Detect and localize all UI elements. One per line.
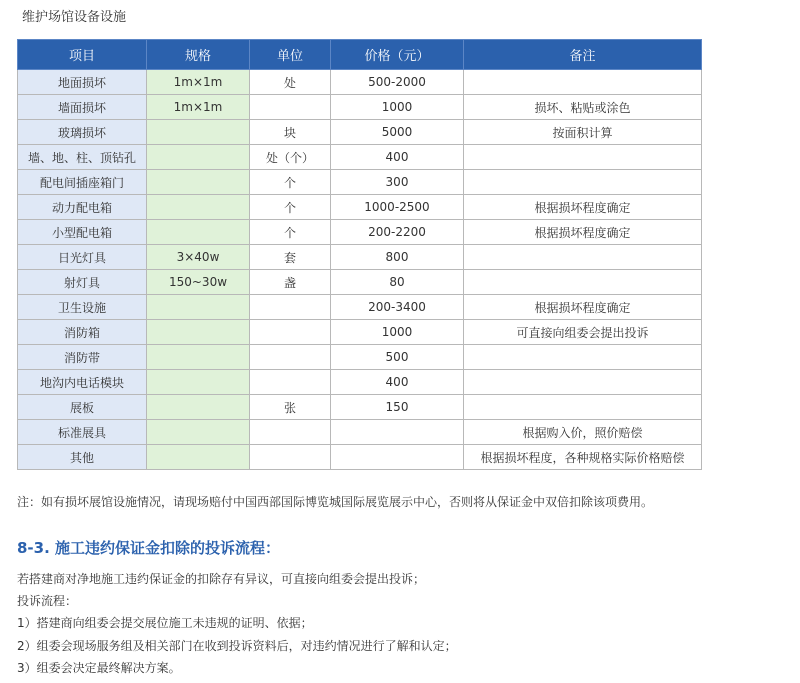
table-header-row: [18, 40, 702, 70]
cell-remark: 按面积计算: [464, 120, 702, 145]
header-item: 项目: [18, 40, 147, 70]
cell-remark: 根据购入价，照价赔偿: [464, 420, 702, 445]
cell-unit: [250, 445, 331, 470]
complaint-step-3: 3）组委会决定最终解决方案。: [17, 661, 181, 675]
cell-price: [331, 420, 464, 445]
table-row: [18, 120, 702, 145]
cell-item: 墙、地、柱、顶钻孔: [18, 145, 147, 170]
cell-spec: [147, 145, 250, 170]
complaint-intro: 若搭建商对净地施工违约保证金的扣除存有异议，可直接向组委会提出投诉；: [17, 572, 426, 586]
cell-price: 400: [331, 370, 464, 395]
cell-item: 其他: [18, 445, 147, 470]
cell-item: 玻璃损坏: [18, 120, 147, 145]
cell-spec: [147, 120, 250, 145]
cell-spec: [147, 345, 250, 370]
cell-remark: 根据损坏程度，各种规格实际价格赔偿: [464, 445, 702, 470]
cell-spec: 1m×1m: [147, 70, 250, 95]
cell-item: 展板: [18, 395, 147, 420]
facility-damage-fee-table: [17, 39, 702, 470]
cell-remark: [464, 170, 702, 195]
cell-spec: [147, 420, 250, 445]
cell-item: 日光灯具: [18, 245, 147, 270]
cell-spec: [147, 295, 250, 320]
cell-item: 卫生设施: [18, 295, 147, 320]
cell-item: 配电间插座箱门: [18, 170, 147, 195]
cell-spec: [147, 320, 250, 345]
cell-remark: 根据损坏程度确定: [464, 295, 702, 320]
header-unit: 单位: [250, 40, 331, 70]
cell-unit: [250, 370, 331, 395]
cell-unit: 套: [250, 245, 331, 270]
complaint-step-2: 2）组委会现场服务组及相关部门在收到投诉资料后，对违约情况进行了解和认定；: [17, 639, 457, 653]
cell-price: 1000-2500: [331, 195, 464, 220]
cell-item: 消防带: [18, 345, 147, 370]
cell-spec: [147, 170, 250, 195]
cell-unit: [250, 345, 331, 370]
cell-spec: [147, 395, 250, 420]
cell-unit: 处（个）: [250, 145, 331, 170]
cell-spec: [147, 445, 250, 470]
cell-item: 消防箱: [18, 320, 147, 345]
cell-spec: 150~30w: [147, 270, 250, 295]
cell-unit: [250, 420, 331, 445]
cell-price: 300: [331, 170, 464, 195]
table-body: [18, 70, 702, 470]
section-title: 维护场馆设备设施: [22, 10, 127, 25]
cell-item: 小型配电箱: [18, 220, 147, 245]
cell-price: 800: [331, 245, 464, 270]
cell-spec: [147, 370, 250, 395]
header-remark: 备注: [464, 40, 702, 70]
cell-unit: 个: [250, 220, 331, 245]
cell-unit: [250, 295, 331, 320]
complaint-heading: 8-3. 施工违约保证金扣除的投诉流程：: [17, 539, 281, 557]
table-row: [18, 70, 702, 95]
cell-price: [331, 445, 464, 470]
cell-remark: 根据损坏程度确定: [464, 220, 702, 245]
cell-remark: [464, 145, 702, 170]
table-row: [18, 420, 702, 445]
cell-remark: [464, 345, 702, 370]
cell-item: 标准展具: [18, 420, 147, 445]
table-row: [18, 95, 702, 120]
cell-remark: [464, 395, 702, 420]
cell-item: 墙面损坏: [18, 95, 147, 120]
cell-unit: 块: [250, 120, 331, 145]
cell-remark: [464, 245, 702, 270]
table-row: [18, 270, 702, 295]
cell-price: 5000: [331, 120, 464, 145]
complaint-process-label: 投诉流程：: [17, 594, 78, 608]
table-row: [18, 320, 702, 345]
cell-remark: [464, 370, 702, 395]
cell-item: 动力配电箱: [18, 195, 147, 220]
table-row: [18, 370, 702, 395]
cell-spec: 3×40w: [147, 245, 250, 270]
cell-unit: [250, 320, 331, 345]
table-row: [18, 220, 702, 245]
table-row: [18, 245, 702, 270]
cell-unit: 个: [250, 170, 331, 195]
cell-spec: [147, 195, 250, 220]
complaint-step-1: 1）搭建商向组委会提交展位施工未违规的证明、依据；: [17, 616, 313, 630]
cell-remark: [464, 70, 702, 95]
cell-price: 150: [331, 395, 464, 420]
cell-price: 500: [331, 345, 464, 370]
cell-price: 500-2000: [331, 70, 464, 95]
cell-unit: [250, 95, 331, 120]
cell-price: 200-2200: [331, 220, 464, 245]
cell-price: 200-3400: [331, 295, 464, 320]
cell-price: 1000: [331, 95, 464, 120]
table-row: [18, 295, 702, 320]
damage-note: 注：如有损坏展馆设施情况，请现场赔付中国西部国际博览城国际展览展示中心，否则将从保证金中双倍扣除该项费用。: [17, 495, 654, 509]
cell-remark: 损坏、粘贴或涂色: [464, 95, 702, 120]
table-row: [18, 170, 702, 195]
header-price: 价格（元）: [331, 40, 464, 70]
cell-spec: 1m×1m: [147, 95, 250, 120]
cell-price: 400: [331, 145, 464, 170]
cell-spec: [147, 220, 250, 245]
cell-remark: [464, 270, 702, 295]
table-row: [18, 145, 702, 170]
table-row: [18, 445, 702, 470]
header-spec: 规格: [147, 40, 250, 70]
cell-item: 射灯具: [18, 270, 147, 295]
cell-item: 地沟内电话模块: [18, 370, 147, 395]
table-row: [18, 345, 702, 370]
cell-item: 地面损坏: [18, 70, 147, 95]
cell-price: 80: [331, 270, 464, 295]
cell-unit: 个: [250, 195, 331, 220]
table-row: [18, 395, 702, 420]
table-row: [18, 195, 702, 220]
cell-price: 1000: [331, 320, 464, 345]
cell-unit: 盏: [250, 270, 331, 295]
cell-remark: 可直接向组委会提出投诉: [464, 320, 702, 345]
cell-unit: 处: [250, 70, 331, 95]
cell-unit: 张: [250, 395, 331, 420]
cell-remark: 根据损坏程度确定: [464, 195, 702, 220]
